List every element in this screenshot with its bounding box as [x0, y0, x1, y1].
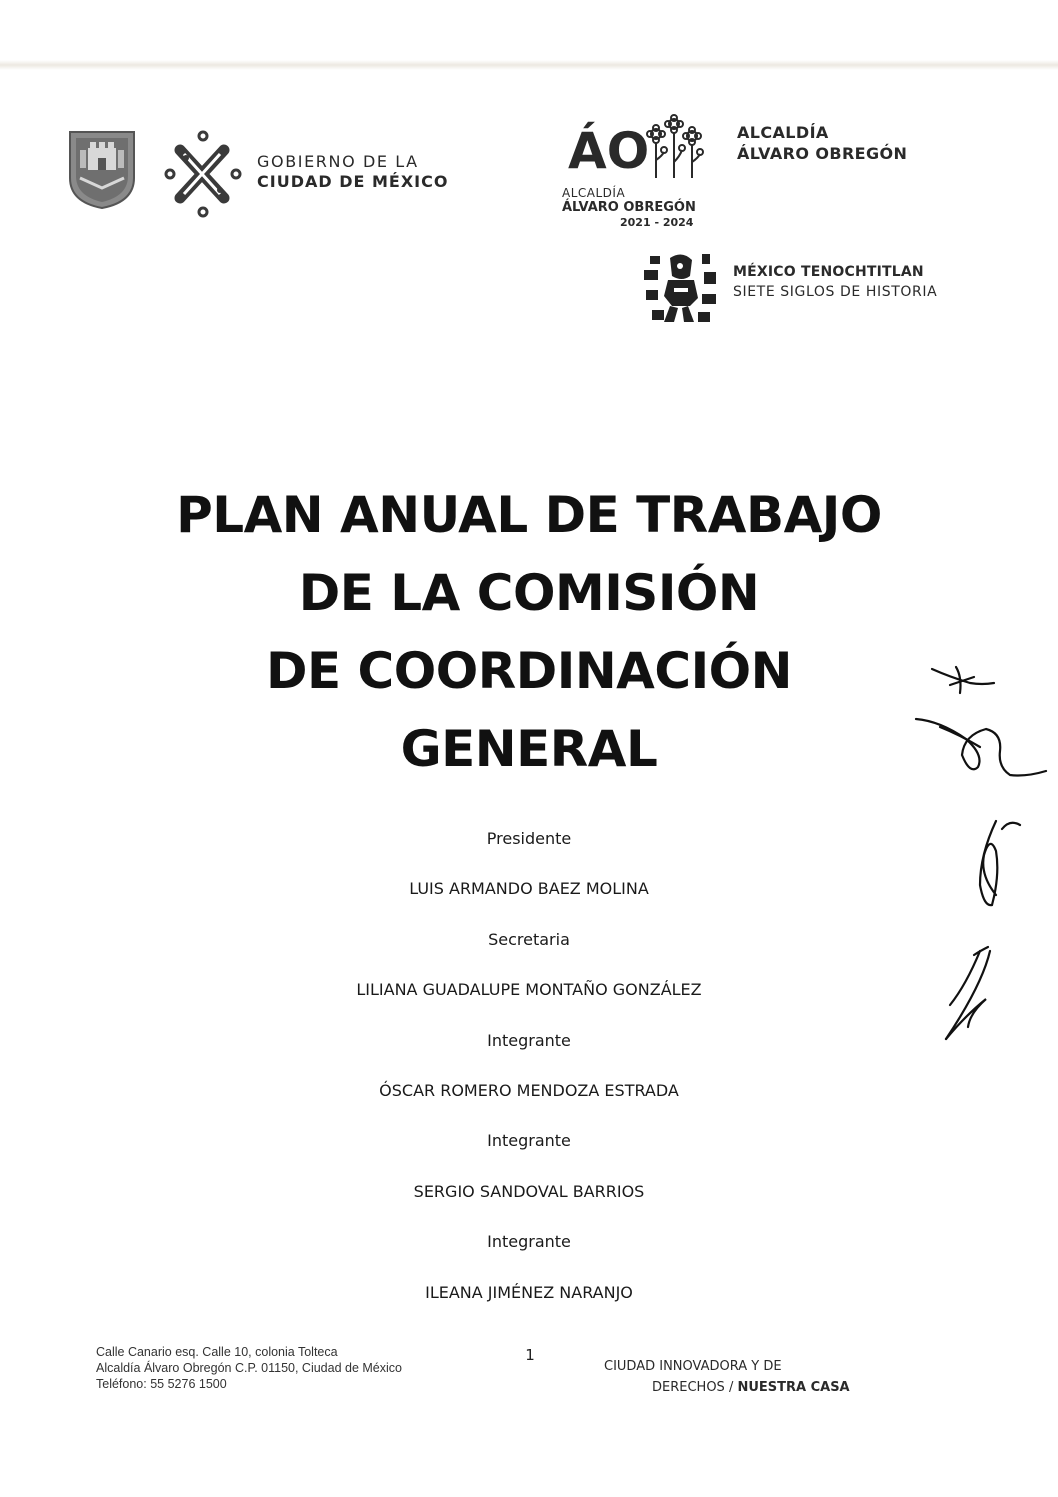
- alcaldia-title-line1: ALCALDÍA: [737, 123, 829, 142]
- alcaldia-ao-logo-text: [562, 186, 722, 230]
- committee-member-name: ILEANA JIMÉNEZ NARANJO: [425, 1282, 633, 1302]
- document-title: [0, 476, 1058, 788]
- committee-role: Secretaria: [488, 929, 570, 949]
- committee-member-name: LILIANA GUADALUPE MONTAÑO GONZÁLEZ: [356, 980, 702, 1000]
- committee-role: Presidente: [486, 829, 572, 848]
- tenochtitlan-label: [733, 262, 937, 302]
- committee-list: [0, 824, 1058, 1328]
- slogan-line2-part1: DERECHOS /: [652, 1380, 738, 1395]
- tenochtitlan-line1: MÉXICO TENOCHTITLAN: [733, 264, 924, 280]
- address-phone: Teléfono: 55 5276 1500: [96, 1377, 227, 1391]
- title-line4: GENERAL: [400, 720, 658, 778]
- ao-logo-text: ÁO: [568, 122, 650, 180]
- footer-address: [96, 1344, 402, 1392]
- ao-logo-line1: ALCALDÍA: [562, 186, 626, 200]
- committee-member-name: LUIS ARMANDO BAEZ MOLINA: [409, 879, 649, 899]
- footer-slogan: [604, 1356, 850, 1398]
- tenochtitlan-glyph-icon: [642, 250, 720, 326]
- committee-role: Integrante: [487, 1232, 571, 1252]
- committee-role: Integrante: [487, 1030, 571, 1050]
- slogan-line2-part2: NUESTRA CASA: [737, 1380, 850, 1395]
- committee-member-name: SERGIO SANDOVAL BARRIOS: [413, 1181, 645, 1201]
- title-line2: DE LA COMISIÓN: [298, 564, 760, 622]
- page-number: 1: [525, 1346, 535, 1364]
- alcaldia-title: [737, 122, 907, 164]
- tenochtitlan-line2: SIETE SIGLOS DE HISTORIA: [733, 284, 938, 300]
- title-line1: PLAN ANUAL DE TRABAJO: [176, 486, 882, 544]
- committee-role: Integrante: [487, 1131, 571, 1151]
- scan-edge: [0, 60, 1058, 70]
- slogan-line2: [604, 1377, 850, 1398]
- gobierno-line1: GOBIERNO DE LA: [257, 152, 419, 171]
- ao-logo-years: 2021 - 2024: [620, 216, 694, 229]
- address-line1: Calle Canario esq. Calle 10, colonia Tolteca: [96, 1345, 338, 1359]
- title-line3: DE COORDINACIÓN: [265, 642, 793, 700]
- slogan-line1: CIUDAD INNOVADORA Y DE: [604, 1359, 782, 1374]
- ao-logo-line2: ÁLVARO OBREGÓN: [562, 200, 696, 215]
- cdmx-government-logo: [162, 128, 244, 220]
- gobierno-cdmx-label: [257, 152, 448, 192]
- committee-member-name: ÓSCAR ROMERO MENDOZA ESTRADA: [379, 1080, 679, 1100]
- gobierno-line2: CIUDAD DE MÉXICO: [257, 172, 449, 191]
- address-line2: Alcaldía Álvaro Obregón C.P. 01150, Ciudad de México: [96, 1361, 402, 1375]
- handwritten-signatures: [910, 655, 1058, 1075]
- alcaldia-title-line2: ÁLVARO OBREGÓN: [737, 144, 908, 163]
- cdmx-coat-of-arms-logo: [66, 128, 138, 210]
